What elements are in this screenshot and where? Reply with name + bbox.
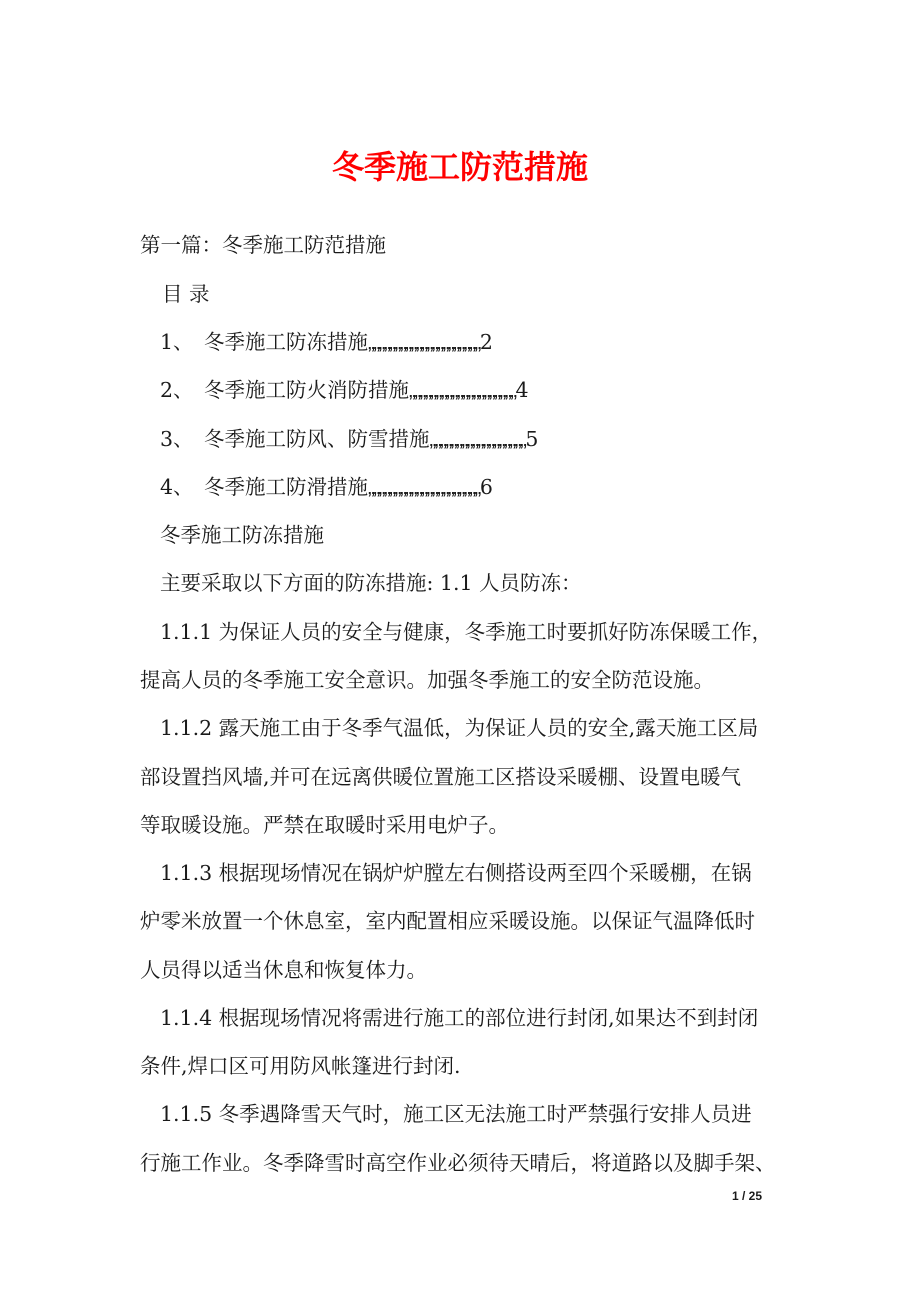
- toc-text: 冬季施工防滑措施: [204, 475, 368, 499]
- paragraph-3-line: 1.1.3 根据现场情况在锅炉炉膛左右侧搭设两至四个采暖棚，在锅: [160, 861, 752, 885]
- chapter-heading: 第一篇：冬季施工防范措施: [140, 233, 386, 257]
- toc-leader: „„„„„„„„„„„„„„„„„„„„„: [368, 331, 480, 354]
- toc-page: 2: [479, 330, 493, 354]
- toc-text: 冬季施工防火消防措施: [204, 378, 409, 402]
- paragraph-3-line: 人员得以适当休息和恢复体力。: [140, 958, 427, 982]
- toc-leader: „„„„„„„„„„„„„„„„„„: [429, 428, 526, 451]
- toc-page: 6: [479, 475, 493, 499]
- toc-number: 4、: [160, 475, 194, 499]
- document-title: 冬季施工防范措施: [331, 148, 588, 186]
- paragraph-4-line: 1.1.4 根据现场情况将需进行施工的部位进行封闭,如果达不到封闭: [160, 1006, 759, 1030]
- toc-text: 冬季施工防风、防雪措施: [204, 427, 430, 451]
- intro-paragraph: 主要采取以下方面的防冻措施: 1.1 人员防冻：: [160, 571, 582, 595]
- paragraph-2-line: 1.1.2 露天施工由于冬季气温低，为保证人员的安全,露天施工区局: [160, 716, 759, 740]
- toc-leader: „„„„„„„„„„„„„„„„„„„„„: [368, 476, 480, 499]
- toc-text: 冬季施工防冻措施: [204, 330, 368, 354]
- paragraph-2-line: 等取暖设施。严禁在取暖时采用电炉子。: [140, 813, 509, 837]
- toc-number: 3、: [160, 427, 194, 451]
- paragraph-1-line: 1.1.1 为保证人员的安全与健康，冬季施工时要抓好防冻保暖工作，: [160, 620, 773, 644]
- paragraph-5-line: 1.1.5 冬季遇降雪天气时，施工区无法施工时严禁强行安排人员进: [160, 1102, 752, 1126]
- toc-page: 5: [525, 427, 539, 451]
- page-number: 1 / 25: [732, 1189, 763, 1203]
- toc-number: 2、: [160, 378, 194, 402]
- toc-page: 4: [515, 378, 529, 402]
- toc-item[interactable]: [160, 375, 529, 406]
- toc-leader: „„„„„„„„„„„„„„„„„„„„: [409, 379, 516, 402]
- toc-heading: 目 录: [162, 282, 210, 306]
- paragraph-1-line: 提高人员的冬季施工安全意识。加强冬季施工的安全防范设施。: [140, 668, 714, 692]
- paragraph-5-line: 行施工作业。冬季降雪时高空作业必须待天晴后，将道路以及脚手架、: [140, 1151, 776, 1175]
- toc-item[interactable]: [160, 327, 493, 358]
- section-heading: 冬季施工防冻措施: [160, 523, 324, 547]
- toc-number: 1、: [160, 330, 194, 354]
- toc-item[interactable]: [160, 424, 538, 455]
- toc-item[interactable]: [160, 472, 493, 503]
- paragraph-4-line: 条件,焊口区可用防风帐篷进行封闭.: [140, 1054, 461, 1078]
- paragraph-2-line: 部设置挡风墙,并可在远离供暖位置施工区搭设采暖棚、设置电暖气: [140, 765, 742, 789]
- paragraph-3-line: 炉零米放置一个休息室，室内配置相应采暖设施。以保证气温降低时: [140, 909, 755, 933]
